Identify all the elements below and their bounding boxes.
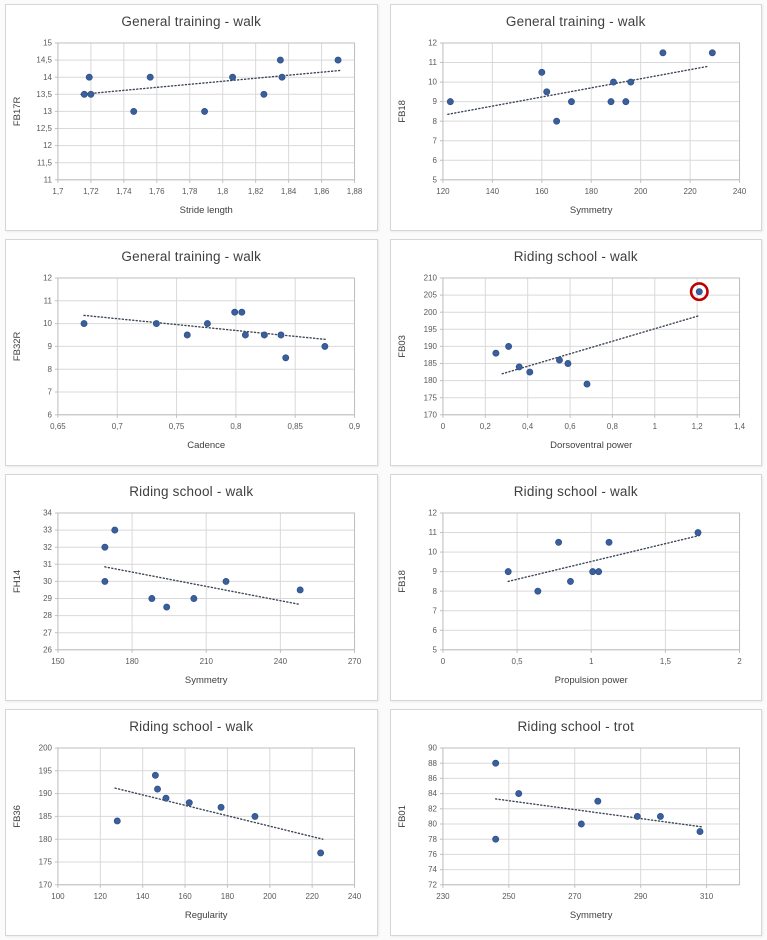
x-tick-label: 0 (440, 656, 445, 666)
x-axis-label: Stride length (179, 204, 233, 216)
x-tick-label: 0,6 (564, 421, 576, 431)
chart-title: General training - walk (505, 14, 646, 29)
data-point (86, 74, 92, 80)
x-tick-label: 200 (263, 891, 277, 901)
x-tick-label: 1,88 (346, 186, 363, 196)
y-axis-label: FB32R (11, 331, 23, 362)
data-point (589, 569, 595, 575)
data-point (526, 369, 532, 375)
data-point (627, 79, 633, 85)
x-tick-label: 180 (584, 186, 598, 196)
data-point (583, 381, 589, 387)
y-tick-label: 12 (427, 38, 437, 48)
data-point (622, 99, 628, 105)
x-tick-label: 180 (125, 656, 139, 666)
y-axis-label: FB01 (396, 805, 408, 828)
y-tick-label: 14 (43, 72, 52, 82)
scatter-plot (6, 507, 377, 699)
y-tick-label: 11 (428, 58, 437, 68)
data-point (191, 595, 197, 601)
x-axis-label: Propulsion power (554, 674, 628, 686)
y-axis-label: FB18 (396, 100, 408, 123)
trendline (84, 315, 327, 339)
x-tick-label: 310 (699, 891, 713, 901)
x-tick-label: 200 (633, 186, 647, 196)
data-point (322, 343, 328, 349)
x-tick-label: 0,2 (479, 421, 491, 431)
x-tick-label: 0,65 (50, 421, 66, 431)
y-tick-label: 33 (43, 525, 52, 535)
x-tick-label: 1,82 (247, 186, 264, 196)
y-tick-label: 185 (423, 359, 437, 369)
y-tick-label: 74 (427, 865, 437, 875)
y-tick-label: 84 (427, 789, 437, 799)
data-point (696, 289, 702, 295)
y-tick-label: 32 (43, 542, 52, 552)
x-tick-label: 1,84 (280, 186, 297, 196)
x-tick-label: 2 (736, 656, 742, 666)
data-point (201, 108, 207, 114)
y-tick-label: 10 (43, 319, 52, 329)
data-point (447, 99, 453, 105)
y-tick-label: 195 (423, 324, 437, 334)
chart-panel-0 (5, 4, 378, 231)
data-point (335, 57, 341, 63)
y-tick-label: 195 (38, 766, 52, 776)
chart-panel-4 (5, 474, 378, 701)
y-tick-label: 7 (47, 387, 52, 397)
data-point (163, 795, 169, 801)
data-point (595, 569, 601, 575)
x-tick-label: 1,2 (691, 421, 703, 431)
data-point (516, 364, 522, 370)
x-tick-label: 1,5 (659, 656, 671, 666)
y-tick-label: 10 (427, 547, 437, 557)
data-point (318, 850, 324, 856)
x-axis-label: Regularity (184, 909, 228, 921)
chart-panel-3 (390, 239, 763, 466)
x-tick-label: 1,78 (181, 186, 198, 196)
data-point (223, 578, 229, 584)
x-tick-label: 100 (51, 891, 65, 901)
data-point (538, 69, 544, 75)
y-tick-label: 13 (43, 106, 52, 116)
y-tick-label: 28 (43, 611, 52, 621)
y-tick-label: 200 (38, 743, 52, 753)
chart-title: Riding school - walk (129, 719, 254, 734)
chart-panel-5 (390, 474, 763, 701)
data-point (534, 588, 540, 594)
x-tick-label: 0,85 (287, 421, 303, 431)
data-point (149, 595, 155, 601)
data-point (505, 343, 511, 349)
data-point (492, 760, 498, 766)
scatter-plot (391, 37, 762, 229)
data-point (607, 99, 613, 105)
y-tick-label: 30 (43, 576, 52, 586)
x-tick-label: 270 (567, 891, 581, 901)
y-tick-label: 205 (423, 290, 437, 300)
data-point (102, 578, 108, 584)
y-axis-label: FB03 (396, 335, 408, 358)
chart-title: Riding school - trot (517, 719, 635, 734)
chart-title: General training - walk (121, 14, 262, 29)
y-tick-label: 12 (43, 141, 52, 151)
data-point (153, 321, 159, 327)
scatter-plot (6, 742, 377, 934)
scatter-plot (6, 272, 377, 464)
y-tick-label: 11 (43, 175, 52, 185)
scatter-plot (391, 742, 762, 934)
x-tick-label: 250 (501, 891, 515, 901)
y-tick-label: 31 (43, 559, 52, 569)
data-point (261, 91, 267, 97)
y-tick-label: 170 (38, 880, 52, 890)
data-point (556, 357, 562, 363)
x-tick-label: 150 (51, 656, 65, 666)
x-tick-label: 1,72 (83, 186, 99, 196)
data-point (204, 321, 210, 327)
data-point (239, 309, 245, 315)
data-point (252, 813, 258, 819)
x-tick-label: 0,4 (521, 421, 533, 431)
data-point (88, 91, 94, 97)
data-point (283, 355, 289, 361)
y-tick-label: 7 (432, 136, 437, 146)
y-tick-label: 72 (427, 880, 437, 890)
x-axis-label: Symmetry (184, 674, 228, 686)
x-tick-label: 210 (199, 656, 213, 666)
data-point (279, 74, 285, 80)
y-tick-label: 12,5 (36, 124, 52, 134)
data-point (297, 587, 303, 593)
data-point (594, 798, 600, 804)
y-tick-label: 9 (47, 341, 52, 351)
x-tick-label: 0,5 (511, 656, 523, 666)
data-point (709, 50, 715, 56)
data-point (605, 539, 611, 545)
y-tick-label: 180 (423, 376, 437, 386)
y-tick-label: 8 (432, 116, 437, 126)
y-axis-label: FB36 (11, 805, 23, 828)
data-point (242, 332, 248, 338)
data-point (657, 813, 663, 819)
scatter-plot (391, 272, 762, 464)
chart-panel-7 (390, 709, 763, 936)
data-point (553, 118, 559, 124)
data-point (81, 321, 87, 327)
chart-title: Riding school - walk (513, 249, 638, 264)
x-tick-label: 290 (633, 891, 647, 901)
chart-panel-2 (5, 239, 378, 466)
y-tick-label: 78 (427, 834, 437, 844)
x-tick-label: 120 (435, 186, 450, 196)
data-point (184, 332, 190, 338)
y-tick-label: 80 (427, 819, 437, 829)
y-axis-label: FH14 (11, 569, 23, 593)
data-point (261, 332, 267, 338)
y-tick-label: 15 (43, 38, 52, 48)
x-tick-label: 180 (220, 891, 235, 901)
x-tick-label: 220 (305, 891, 319, 901)
y-tick-label: 8 (47, 364, 52, 374)
x-tick-label: 1,4 (733, 421, 745, 431)
y-tick-label: 190 (38, 789, 52, 799)
y-tick-label: 34 (43, 508, 52, 518)
y-tick-label: 26 (43, 645, 52, 655)
trendline (447, 66, 707, 114)
y-tick-label: 10 (427, 77, 437, 87)
y-tick-label: 90 (427, 743, 437, 753)
x-tick-label: 220 (682, 186, 697, 196)
y-tick-label: 210 (423, 273, 437, 283)
x-tick-label: 1,8 (217, 186, 229, 196)
chart-title: Riding school - walk (513, 484, 638, 499)
x-tick-label: 0,9 (348, 421, 361, 431)
trendline (508, 535, 699, 581)
y-tick-label: 170 (423, 410, 437, 420)
x-tick-label: 0 (440, 421, 445, 431)
y-tick-label: 12 (43, 273, 52, 283)
data-point (186, 800, 192, 806)
x-tick-label: 1,74 (116, 186, 132, 196)
data-point (229, 74, 235, 80)
y-tick-label: 14,5 (36, 55, 52, 65)
chart-title: Riding school - walk (129, 484, 254, 499)
plot-border (442, 748, 739, 885)
data-point (568, 99, 574, 105)
data-point (659, 50, 665, 56)
y-tick-label: 29 (43, 594, 52, 604)
y-tick-label: 190 (423, 341, 437, 351)
y-axis-label: FB17R (11, 96, 23, 127)
x-tick-label: 240 (732, 186, 746, 196)
trendline (115, 788, 323, 839)
data-point (152, 772, 158, 778)
y-tick-label: 76 (427, 850, 437, 860)
data-point (515, 791, 521, 797)
y-tick-label: 12 (427, 508, 437, 518)
data-point (694, 529, 700, 535)
y-tick-label: 11 (428, 528, 437, 538)
y-tick-label: 9 (432, 567, 437, 577)
data-point (112, 527, 118, 533)
data-point (610, 79, 616, 85)
scatter-plot (6, 37, 377, 229)
x-tick-label: 1 (652, 421, 657, 431)
x-axis-label: Cadence (187, 439, 226, 451)
x-tick-label: 120 (93, 891, 107, 901)
y-tick-label: 9 (432, 97, 437, 107)
data-point (492, 350, 498, 356)
x-tick-label: 240 (273, 656, 288, 666)
data-point (114, 818, 120, 824)
data-point (505, 569, 511, 575)
x-axis-label: Symmetry (569, 909, 613, 921)
x-tick-label: 160 (178, 891, 192, 901)
x-tick-label: 140 (136, 891, 150, 901)
data-point (154, 786, 160, 792)
x-tick-label: 0,8 (606, 421, 618, 431)
data-point (81, 91, 87, 97)
y-tick-label: 185 (38, 811, 52, 821)
trendline (81, 70, 341, 94)
scatter-plot (391, 507, 762, 699)
x-tick-label: 1 (588, 656, 593, 666)
y-tick-label: 27 (43, 628, 52, 638)
y-axis-label: FB18 (396, 570, 408, 593)
x-tick-label: 270 (347, 656, 362, 666)
y-tick-label: 11 (43, 296, 52, 306)
trendline (502, 316, 699, 374)
data-point (147, 74, 153, 80)
x-tick-label: 240 (347, 891, 362, 901)
data-point (555, 539, 561, 545)
x-tick-label: 1,76 (149, 186, 165, 196)
y-tick-label: 13,5 (36, 89, 52, 99)
y-tick-label: 5 (432, 175, 437, 185)
y-tick-label: 8 (432, 586, 437, 596)
x-axis-label: Dorsoventral power (549, 439, 632, 451)
y-tick-label: 88 (427, 758, 437, 768)
y-tick-label: 6 (432, 625, 437, 635)
data-point (492, 836, 498, 842)
data-point (696, 829, 702, 835)
data-point (131, 108, 137, 114)
data-point (578, 821, 584, 827)
y-tick-label: 86 (427, 773, 437, 783)
x-tick-label: 0,75 (168, 421, 185, 431)
data-point (277, 57, 283, 63)
y-tick-label: 7 (432, 606, 437, 616)
data-point (543, 89, 549, 95)
x-tick-label: 140 (485, 186, 499, 196)
data-point (102, 544, 108, 550)
y-tick-label: 200 (423, 307, 437, 317)
data-point (564, 360, 570, 366)
y-tick-label: 175 (38, 857, 52, 867)
chart-panel-1 (390, 4, 763, 231)
data-point (218, 804, 224, 810)
x-tick-label: 0,8 (230, 421, 242, 431)
x-tick-label: 1,86 (313, 186, 330, 196)
data-point (567, 578, 573, 584)
x-tick-label: 160 (534, 186, 548, 196)
x-axis-label: Symmetry (569, 204, 613, 216)
y-tick-label: 180 (38, 834, 52, 844)
data-point (164, 604, 170, 610)
chart-panel-6 (5, 709, 378, 936)
x-tick-label: 230 (435, 891, 450, 901)
x-tick-label: 0,7 (111, 421, 123, 431)
y-tick-label: 5 (432, 645, 437, 655)
y-tick-label: 175 (423, 393, 437, 403)
y-tick-label: 11,5 (37, 158, 52, 168)
x-tick-label: 1,7 (52, 186, 64, 196)
data-point (232, 309, 238, 315)
y-tick-label: 6 (47, 410, 52, 420)
y-tick-label: 6 (432, 155, 437, 165)
data-point (278, 332, 284, 338)
y-tick-label: 82 (427, 804, 437, 814)
chart-title: General training - walk (121, 249, 262, 264)
data-point (634, 813, 640, 819)
